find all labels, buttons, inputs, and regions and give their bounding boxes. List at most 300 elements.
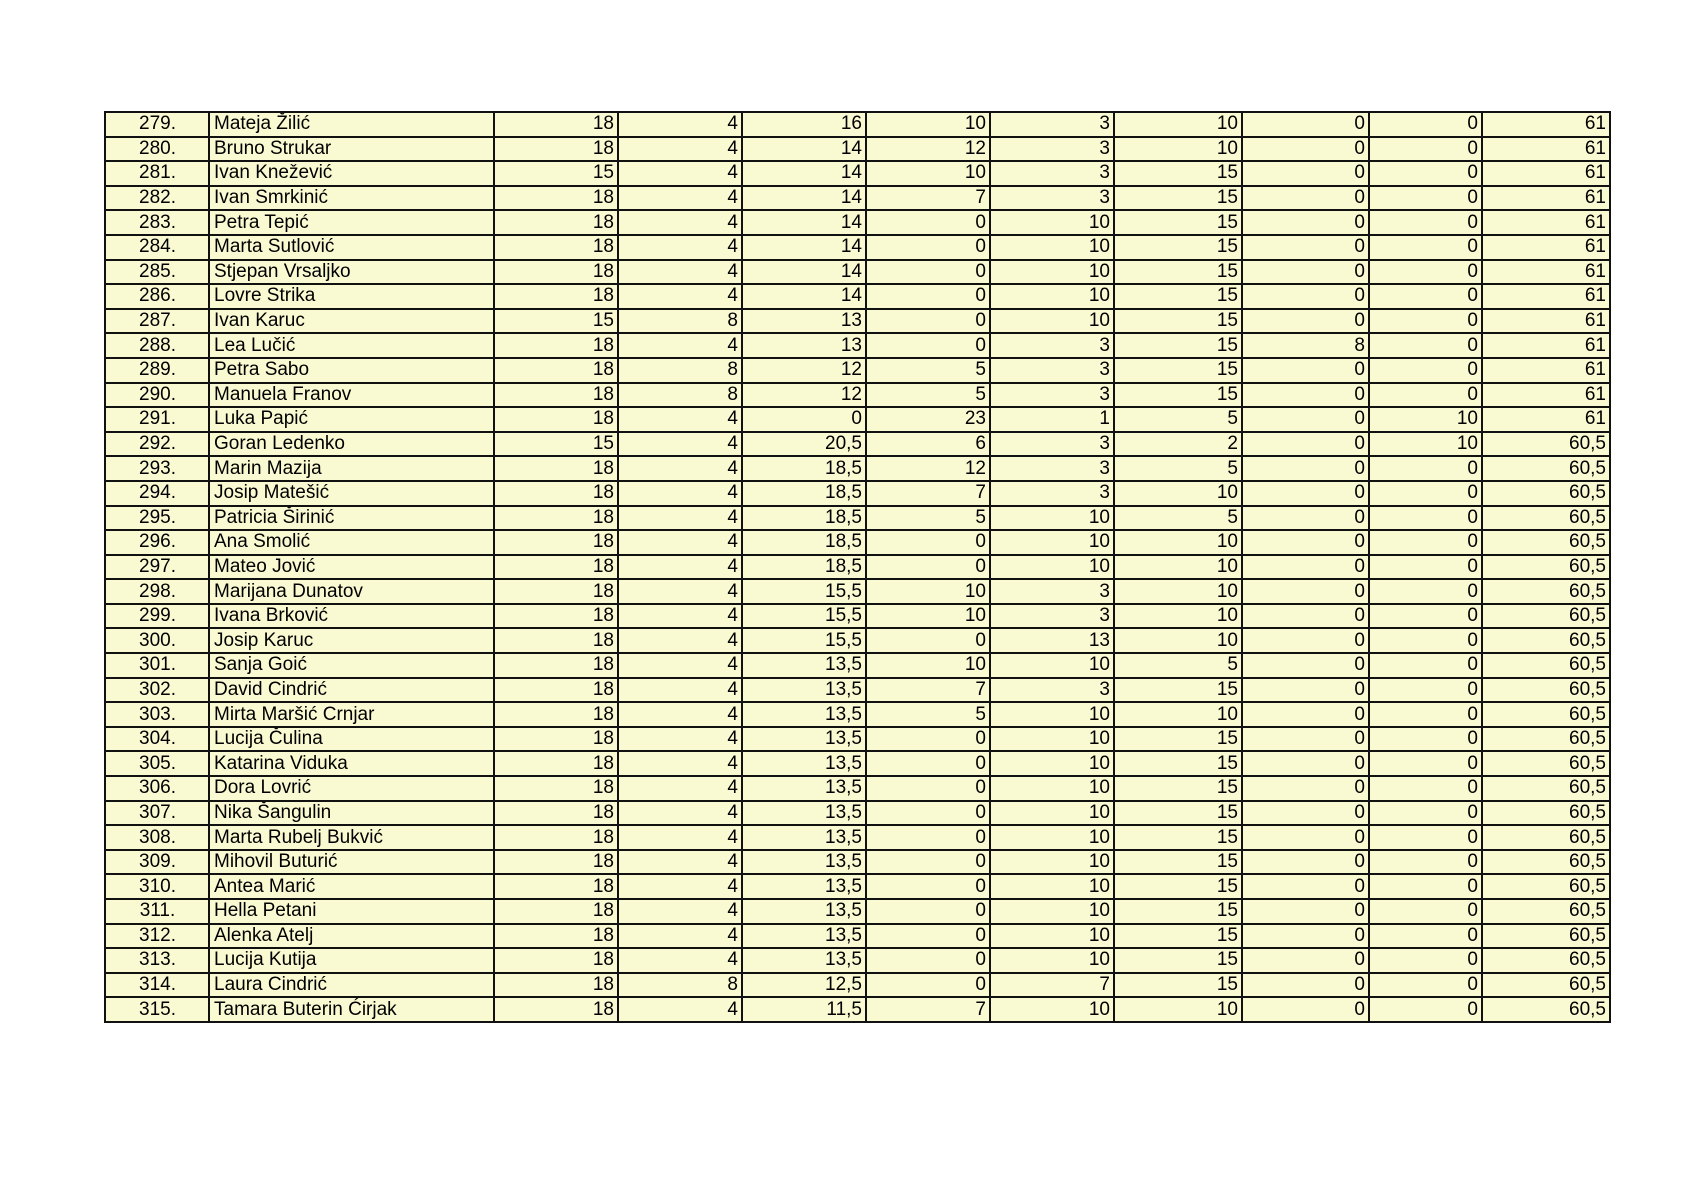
table-row xyxy=(105,481,1610,506)
score-cell: 10 xyxy=(990,210,1114,235)
score-cell: 10 xyxy=(1114,112,1242,137)
score-cell: 14 xyxy=(742,260,866,285)
score-cell: 5 xyxy=(866,702,990,727)
score-cell: 10 xyxy=(1114,604,1242,629)
score-cell: 18 xyxy=(494,579,618,604)
name-cell: Marta Rubelj Bukvić xyxy=(209,825,494,850)
score-cell: 4 xyxy=(618,751,742,776)
total-cell: 60,5 xyxy=(1482,628,1610,653)
score-cell: 4 xyxy=(618,161,742,186)
score-cell: 18 xyxy=(494,727,618,752)
score-cell: 15 xyxy=(1114,801,1242,826)
score-cell: 4 xyxy=(618,555,742,580)
score-cell: 3 xyxy=(990,481,1114,506)
score-cell: 10 xyxy=(990,751,1114,776)
score-cell: 0 xyxy=(1369,161,1482,186)
score-cell: 0 xyxy=(1242,727,1369,752)
score-cell: 0 xyxy=(1369,776,1482,801)
total-cell: 60,5 xyxy=(1482,801,1610,826)
score-cell: 0 xyxy=(1369,874,1482,899)
table-row xyxy=(105,874,1610,899)
score-cell: 0 xyxy=(1369,309,1482,334)
score-cell: 0 xyxy=(1369,801,1482,826)
score-cell: 0 xyxy=(1369,506,1482,531)
total-cell: 61 xyxy=(1482,260,1610,285)
score-cell: 3 xyxy=(990,137,1114,162)
table-row xyxy=(105,112,1610,137)
score-cell: 0 xyxy=(866,751,990,776)
name-cell: Ivan Karuc xyxy=(209,309,494,334)
score-cell: 10 xyxy=(990,235,1114,260)
table-row xyxy=(105,333,1610,358)
score-cell: 0 xyxy=(1369,850,1482,875)
score-cell: 0 xyxy=(742,407,866,432)
rank-cell: 311. xyxy=(105,899,209,924)
rank-cell: 304. xyxy=(105,727,209,752)
score-cell: 13,5 xyxy=(742,825,866,850)
score-cell: 10 xyxy=(990,850,1114,875)
score-cell: 4 xyxy=(618,948,742,973)
score-cell: 12,5 xyxy=(742,973,866,998)
rank-cell: 314. xyxy=(105,973,209,998)
score-cell: 15 xyxy=(1114,309,1242,334)
total-cell: 60,5 xyxy=(1482,924,1610,949)
score-cell: 10 xyxy=(866,604,990,629)
score-cell: 0 xyxy=(1369,333,1482,358)
score-cell: 0 xyxy=(1242,653,1369,678)
score-cell: 18 xyxy=(494,924,618,949)
name-cell: Marta Sutlović xyxy=(209,235,494,260)
score-cell: 10 xyxy=(1114,481,1242,506)
score-cell: 7 xyxy=(866,186,990,211)
table-row xyxy=(105,604,1610,629)
total-cell: 60,5 xyxy=(1482,604,1610,629)
score-cell: 18 xyxy=(494,456,618,481)
score-cell: 10 xyxy=(990,776,1114,801)
total-cell: 60,5 xyxy=(1482,948,1610,973)
name-cell: Nika Šangulin xyxy=(209,801,494,826)
score-cell: 5 xyxy=(1114,506,1242,531)
name-cell: Goran Ledenko xyxy=(209,432,494,457)
rank-cell: 297. xyxy=(105,555,209,580)
score-cell: 3 xyxy=(990,456,1114,481)
name-cell: Petra Sabo xyxy=(209,358,494,383)
score-cell: 13 xyxy=(990,628,1114,653)
score-cell: 0 xyxy=(866,260,990,285)
score-cell: 3 xyxy=(990,358,1114,383)
score-cell: 4 xyxy=(618,530,742,555)
score-cell: 4 xyxy=(618,899,742,924)
score-cell: 1 xyxy=(990,407,1114,432)
score-cell: 15,5 xyxy=(742,579,866,604)
name-cell: Josip Matešić xyxy=(209,481,494,506)
score-cell: 10 xyxy=(990,555,1114,580)
score-cell: 18 xyxy=(494,751,618,776)
rank-cell: 296. xyxy=(105,530,209,555)
score-cell: 0 xyxy=(1369,751,1482,776)
table-row xyxy=(105,997,1610,1022)
name-cell: Ana Smolić xyxy=(209,530,494,555)
score-cell: 18 xyxy=(494,825,618,850)
name-cell: Mateo Jović xyxy=(209,555,494,580)
score-cell: 0 xyxy=(1242,850,1369,875)
score-cell: 18 xyxy=(494,210,618,235)
score-cell: 0 xyxy=(1369,924,1482,949)
total-cell: 60,5 xyxy=(1482,506,1610,531)
score-cell: 15 xyxy=(1114,948,1242,973)
score-cell: 0 xyxy=(1369,948,1482,973)
score-cell: 13,5 xyxy=(742,776,866,801)
score-cell: 15 xyxy=(1114,260,1242,285)
score-cell: 15,5 xyxy=(742,628,866,653)
score-cell: 10 xyxy=(990,997,1114,1022)
rank-cell: 294. xyxy=(105,481,209,506)
score-cell: 3 xyxy=(990,432,1114,457)
score-cell: 18 xyxy=(494,530,618,555)
score-cell: 15 xyxy=(1114,383,1242,408)
score-cell: 4 xyxy=(618,112,742,137)
score-cell: 18 xyxy=(494,137,618,162)
score-cell: 18 xyxy=(494,506,618,531)
score-cell: 0 xyxy=(1369,358,1482,383)
score-cell: 7 xyxy=(990,973,1114,998)
name-cell: Patricia Širinić xyxy=(209,506,494,531)
score-cell: 0 xyxy=(866,210,990,235)
score-cell: 5 xyxy=(1114,653,1242,678)
score-cell: 0 xyxy=(866,874,990,899)
name-cell: Mateja Žilić xyxy=(209,112,494,137)
score-cell: 12 xyxy=(866,137,990,162)
score-cell: 0 xyxy=(866,850,990,875)
total-cell: 60,5 xyxy=(1482,825,1610,850)
table-row xyxy=(105,948,1610,973)
score-cell: 12 xyxy=(742,383,866,408)
score-cell: 4 xyxy=(618,137,742,162)
score-cell: 0 xyxy=(1242,161,1369,186)
score-cell: 18 xyxy=(494,628,618,653)
score-cell: 15 xyxy=(1114,161,1242,186)
score-cell: 10 xyxy=(1114,137,1242,162)
score-cell: 18 xyxy=(494,358,618,383)
score-cell: 10 xyxy=(990,309,1114,334)
score-cell: 4 xyxy=(618,260,742,285)
score-cell: 0 xyxy=(866,530,990,555)
score-cell: 2 xyxy=(1114,432,1242,457)
table-row xyxy=(105,825,1610,850)
score-cell: 0 xyxy=(1369,678,1482,703)
score-cell: 0 xyxy=(1242,186,1369,211)
score-cell: 18 xyxy=(494,383,618,408)
score-cell: 0 xyxy=(1369,973,1482,998)
total-cell: 60,5 xyxy=(1482,530,1610,555)
table-row xyxy=(105,260,1610,285)
total-cell: 60,5 xyxy=(1482,702,1610,727)
score-cell: 18 xyxy=(494,333,618,358)
score-cell: 18 xyxy=(494,801,618,826)
score-cell: 13,5 xyxy=(742,924,866,949)
score-cell: 15 xyxy=(494,161,618,186)
score-cell: 18 xyxy=(494,604,618,629)
score-cell: 0 xyxy=(1242,260,1369,285)
score-cell: 10 xyxy=(990,924,1114,949)
score-cell: 0 xyxy=(866,284,990,309)
score-cell: 14 xyxy=(742,235,866,260)
rank-cell: 310. xyxy=(105,874,209,899)
score-cell: 0 xyxy=(866,628,990,653)
score-cell: 0 xyxy=(1242,309,1369,334)
score-cell: 15 xyxy=(1114,333,1242,358)
score-cell: 5 xyxy=(866,358,990,383)
score-cell: 15 xyxy=(1114,210,1242,235)
score-cell: 13,5 xyxy=(742,899,866,924)
table-row xyxy=(105,899,1610,924)
rank-cell: 309. xyxy=(105,850,209,875)
score-cell: 4 xyxy=(618,604,742,629)
rank-cell: 284. xyxy=(105,235,209,260)
table-row xyxy=(105,358,1610,383)
score-cell: 0 xyxy=(866,333,990,358)
name-cell: Dora Lovrić xyxy=(209,776,494,801)
score-cell: 15 xyxy=(1114,899,1242,924)
score-cell: 13,5 xyxy=(742,948,866,973)
total-cell: 61 xyxy=(1482,309,1610,334)
score-cell: 13,5 xyxy=(742,678,866,703)
score-cell: 14 xyxy=(742,161,866,186)
name-cell: Manuela Franov xyxy=(209,383,494,408)
total-cell: 60,5 xyxy=(1482,850,1610,875)
rank-cell: 291. xyxy=(105,407,209,432)
score-cell: 0 xyxy=(1242,112,1369,137)
total-cell: 60,5 xyxy=(1482,727,1610,752)
score-cell: 0 xyxy=(1242,210,1369,235)
score-cell: 0 xyxy=(1242,702,1369,727)
table-row xyxy=(105,161,1610,186)
rank-cell: 286. xyxy=(105,284,209,309)
score-cell: 3 xyxy=(990,112,1114,137)
score-cell: 18 xyxy=(494,112,618,137)
score-cell: 0 xyxy=(866,309,990,334)
score-cell: 0 xyxy=(1242,678,1369,703)
total-cell: 61 xyxy=(1482,407,1610,432)
rank-cell: 283. xyxy=(105,210,209,235)
name-cell: Petra Tepić xyxy=(209,210,494,235)
score-cell: 0 xyxy=(866,776,990,801)
table-row xyxy=(105,186,1610,211)
score-cell: 0 xyxy=(1242,506,1369,531)
total-cell: 60,5 xyxy=(1482,751,1610,776)
score-cell: 10 xyxy=(1114,702,1242,727)
score-cell: 4 xyxy=(618,407,742,432)
score-cell: 0 xyxy=(1242,407,1369,432)
score-cell: 15 xyxy=(1114,874,1242,899)
score-cell: 15 xyxy=(1114,850,1242,875)
score-cell: 5 xyxy=(866,383,990,408)
score-cell: 10 xyxy=(990,948,1114,973)
total-cell: 61 xyxy=(1482,137,1610,162)
score-cell: 3 xyxy=(990,604,1114,629)
score-cell: 4 xyxy=(618,481,742,506)
score-cell: 0 xyxy=(1242,137,1369,162)
score-cell: 4 xyxy=(618,506,742,531)
score-cell: 0 xyxy=(1242,604,1369,629)
rank-cell: 308. xyxy=(105,825,209,850)
rank-cell: 312. xyxy=(105,924,209,949)
score-cell: 18 xyxy=(494,973,618,998)
score-cell: 0 xyxy=(1242,456,1369,481)
total-cell: 61 xyxy=(1482,383,1610,408)
score-cell: 0 xyxy=(1369,628,1482,653)
rank-cell: 288. xyxy=(105,333,209,358)
rank-cell: 290. xyxy=(105,383,209,408)
score-cell: 18 xyxy=(494,874,618,899)
name-cell: Laura Cindrić xyxy=(209,973,494,998)
score-cell: 0 xyxy=(1242,530,1369,555)
name-cell: Mirta Maršić Crnjar xyxy=(209,702,494,727)
name-cell: Mihovil Buturić xyxy=(209,850,494,875)
score-cell: 10 xyxy=(990,801,1114,826)
score-cell: 13 xyxy=(742,309,866,334)
total-cell: 60,5 xyxy=(1482,481,1610,506)
score-cell: 18 xyxy=(494,776,618,801)
total-cell: 61 xyxy=(1482,112,1610,137)
score-cell: 0 xyxy=(1369,727,1482,752)
table-row xyxy=(105,727,1610,752)
score-cell: 0 xyxy=(1242,358,1369,383)
score-cell: 10 xyxy=(990,874,1114,899)
score-cell: 18 xyxy=(494,899,618,924)
score-cell: 4 xyxy=(618,801,742,826)
score-cell: 11,5 xyxy=(742,997,866,1022)
score-cell: 4 xyxy=(618,628,742,653)
name-cell: Alenka Atelj xyxy=(209,924,494,949)
total-cell: 60,5 xyxy=(1482,997,1610,1022)
score-cell: 10 xyxy=(1114,555,1242,580)
score-cell: 10 xyxy=(990,260,1114,285)
score-cell: 14 xyxy=(742,186,866,211)
table-row xyxy=(105,506,1610,531)
score-cell: 6 xyxy=(866,432,990,457)
score-cell: 0 xyxy=(1242,555,1369,580)
score-cell: 0 xyxy=(1242,874,1369,899)
score-cell: 4 xyxy=(618,825,742,850)
table-row xyxy=(105,776,1610,801)
name-cell: Ivan Knežević xyxy=(209,161,494,186)
score-cell: 4 xyxy=(618,678,742,703)
score-cell: 0 xyxy=(1369,137,1482,162)
table-row xyxy=(105,210,1610,235)
score-cell: 13,5 xyxy=(742,850,866,875)
score-cell: 18 xyxy=(494,284,618,309)
rank-cell: 281. xyxy=(105,161,209,186)
score-cell: 10 xyxy=(1114,579,1242,604)
score-cell: 0 xyxy=(866,235,990,260)
rank-cell: 280. xyxy=(105,137,209,162)
table-row xyxy=(105,284,1610,309)
score-cell: 15 xyxy=(1114,751,1242,776)
table-row xyxy=(105,628,1610,653)
rank-cell: 307. xyxy=(105,801,209,826)
total-cell: 60,5 xyxy=(1482,555,1610,580)
score-cell: 10 xyxy=(1369,432,1482,457)
score-cell: 0 xyxy=(866,727,990,752)
score-cell: 15 xyxy=(1114,924,1242,949)
score-cell: 0 xyxy=(1369,210,1482,235)
score-cell: 13,5 xyxy=(742,874,866,899)
score-cell: 7 xyxy=(866,997,990,1022)
score-cell: 10 xyxy=(1114,997,1242,1022)
score-cell: 10 xyxy=(1114,628,1242,653)
score-cell: 4 xyxy=(618,874,742,899)
score-cell: 18 xyxy=(494,702,618,727)
name-cell: Ivan Smrkinić xyxy=(209,186,494,211)
score-cell: 4 xyxy=(618,333,742,358)
rank-cell: 306. xyxy=(105,776,209,801)
score-cell: 10 xyxy=(866,161,990,186)
name-cell: Marin Mazija xyxy=(209,456,494,481)
score-cell: 14 xyxy=(742,284,866,309)
score-cell: 18 xyxy=(494,997,618,1022)
score-cell: 0 xyxy=(1242,801,1369,826)
score-cell: 0 xyxy=(1242,899,1369,924)
score-cell: 3 xyxy=(990,186,1114,211)
score-cell: 3 xyxy=(990,333,1114,358)
total-cell: 61 xyxy=(1482,358,1610,383)
score-cell: 10 xyxy=(990,899,1114,924)
rank-cell: 282. xyxy=(105,186,209,211)
score-cell: 18 xyxy=(494,850,618,875)
table-row xyxy=(105,555,1610,580)
score-cell: 13,5 xyxy=(742,751,866,776)
table-row xyxy=(105,309,1610,334)
table-row xyxy=(105,678,1610,703)
score-cell: 15 xyxy=(1114,727,1242,752)
score-cell: 4 xyxy=(618,850,742,875)
score-cell: 4 xyxy=(618,727,742,752)
rank-cell: 301. xyxy=(105,653,209,678)
score-cell: 0 xyxy=(1242,383,1369,408)
score-cell: 4 xyxy=(618,924,742,949)
name-cell: Lucija Kutija xyxy=(209,948,494,973)
score-cell: 0 xyxy=(866,555,990,580)
score-cell: 0 xyxy=(1369,555,1482,580)
score-cell: 4 xyxy=(618,653,742,678)
total-cell: 60,5 xyxy=(1482,776,1610,801)
table-row xyxy=(105,137,1610,162)
score-cell: 0 xyxy=(1369,530,1482,555)
name-cell: David Cindrić xyxy=(209,678,494,703)
table-row xyxy=(105,579,1610,604)
score-cell: 0 xyxy=(1369,825,1482,850)
rank-cell: 293. xyxy=(105,456,209,481)
score-cell: 18 xyxy=(494,653,618,678)
name-cell: Hella Petani xyxy=(209,899,494,924)
total-cell: 61 xyxy=(1482,284,1610,309)
score-cell: 10 xyxy=(990,653,1114,678)
score-cell: 0 xyxy=(1242,825,1369,850)
score-cell: 0 xyxy=(1369,456,1482,481)
score-cell: 10 xyxy=(990,825,1114,850)
score-cell: 18 xyxy=(494,678,618,703)
score-cell: 16 xyxy=(742,112,866,137)
score-cell: 0 xyxy=(1369,186,1482,211)
score-cell: 18 xyxy=(494,555,618,580)
score-cell: 15,5 xyxy=(742,604,866,629)
score-cell: 4 xyxy=(618,702,742,727)
score-cell: 8 xyxy=(1242,333,1369,358)
score-cell: 0 xyxy=(1369,481,1482,506)
score-cell: 0 xyxy=(866,948,990,973)
total-cell: 61 xyxy=(1482,186,1610,211)
